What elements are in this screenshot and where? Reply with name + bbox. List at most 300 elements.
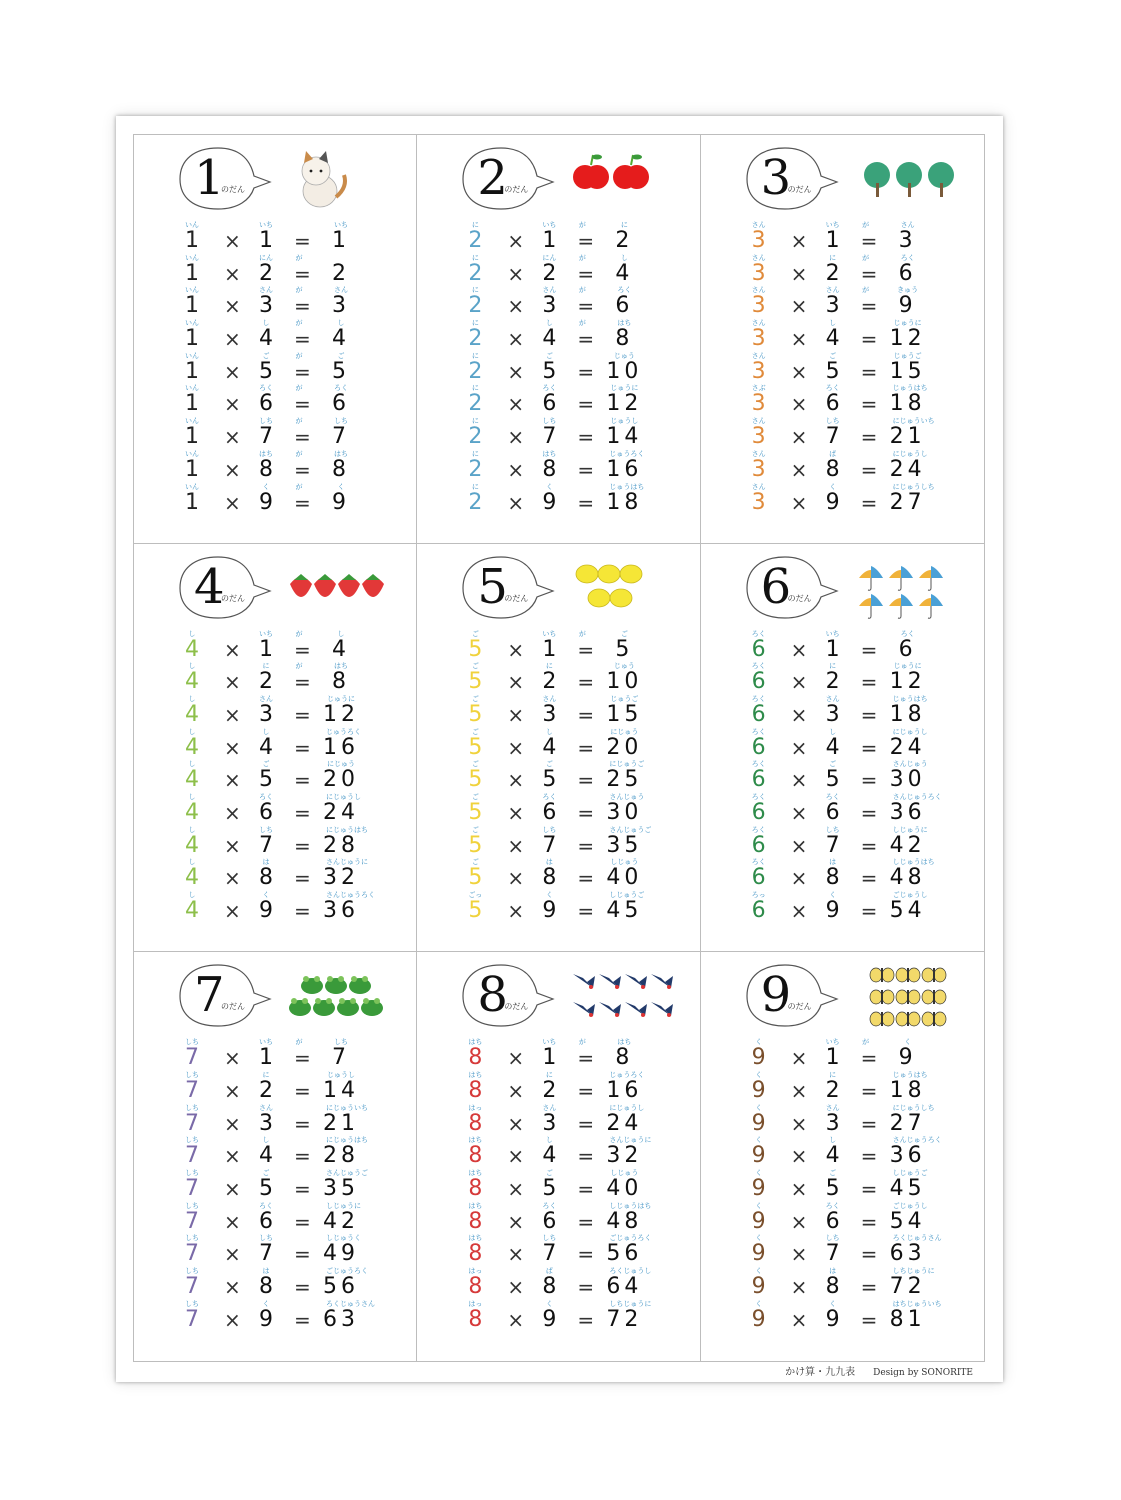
times-sign: × [507,866,525,891]
equals-sign: = [577,1307,595,1332]
reading-gloss: しち [259,825,273,834]
multiplier: 6 [825,1208,840,1234]
multiplicand: 1 [185,228,199,253]
reading-gloss: が [578,221,586,229]
reading-gloss: し [262,319,270,328]
multiplier: 6 [825,391,840,417]
reading-gloss: ぱ [545,1267,553,1276]
footer [785,1363,973,1378]
reading-gloss: しち [334,417,348,426]
dan-number: 4 [194,558,225,615]
multiplier: 7 [542,832,557,858]
multiplier: 5 [542,358,557,384]
equals-sign: = [860,1079,878,1104]
equals-sign: = [577,359,595,384]
reading-gloss: しじゅうに [892,825,928,834]
multiplier: 3 [542,1110,557,1136]
multiplicand: 9 [751,1078,766,1104]
multiplier: 8 [542,456,557,482]
reading-gloss: にじゅうはち [326,1136,368,1145]
equals-sign: = [860,327,878,352]
reading-gloss: いち [825,1038,840,1047]
reading-gloss: しち [334,1038,348,1047]
multiplier: 9 [259,489,273,515]
reading-gloss: が [295,629,303,638]
multiplicand: 5 [468,734,483,760]
multiplicand: 7 [185,1078,199,1104]
times-sign: × [790,425,808,450]
multiplicand: 8 [468,1274,483,1300]
dan-label: のだん [221,185,245,194]
reading-gloss: ろく [751,695,766,704]
reading-gloss: に [471,286,479,295]
equals-sign: = [577,1079,595,1104]
multiplier: 5 [259,358,273,384]
multiplier: 1 [259,228,273,253]
multiplicand: 8 [468,1208,483,1234]
times-sign: × [507,670,525,695]
equals-sign: = [294,1307,311,1332]
reading-gloss: しち [825,825,840,834]
reading-gloss: く [545,482,553,491]
product: 16 [323,734,359,760]
reading-gloss: さん [825,286,840,295]
multiplier: 3 [825,1110,840,1136]
multiplicand: 6 [751,800,766,826]
reading-gloss: じゅうに [610,384,639,393]
equals-sign: = [860,359,878,384]
reading-gloss: は [545,858,553,867]
times-sign: × [790,703,808,728]
multiplicand: 9 [751,1176,766,1202]
reading-gloss: ろく [542,1201,557,1210]
equals-sign: = [860,866,878,891]
reading-gloss: じゅう [613,351,635,360]
product: 42 [889,832,926,858]
reading-gloss: はち [468,1234,483,1243]
times-sign: × [790,1144,808,1169]
reading-gloss: はち [468,1136,483,1145]
reading-gloss: が [862,1038,870,1047]
frog-icon [286,964,396,1030]
times-sign: × [507,392,525,417]
equals-sign: = [294,1046,311,1071]
reading-gloss: く [755,1071,763,1080]
multiplicand: 2 [468,489,483,515]
reading-gloss: は [262,858,270,867]
reading-gloss: ご [471,727,479,736]
equals-sign: = [860,670,878,695]
reading-gloss: し [188,858,196,867]
reading-gloss: が [578,319,586,328]
product: 40 [606,1176,643,1202]
product: 1 [332,228,350,253]
multiplier: 8 [542,865,557,891]
equals-sign: = [860,1177,878,1202]
product: 81 [889,1306,926,1332]
reading-gloss: に [471,482,479,491]
reading-gloss: ろく [617,286,632,295]
product: 30 [606,800,643,826]
reading-gloss: にじゅうし [892,727,928,736]
reading-gloss: さん [900,221,915,229]
times-sign: × [507,899,525,924]
reading-gloss: に [545,662,553,671]
multiplicand: 2 [468,326,483,352]
reading-gloss: いん [185,286,199,295]
reading-gloss: し [188,793,196,802]
reading-gloss: にじゅう [327,760,355,769]
reading-gloss: しち [185,1169,199,1178]
reading-gloss: しち [259,1234,273,1243]
equals-sign: = [294,637,311,662]
multiplier: 4 [542,734,557,760]
reading-gloss: さん [751,449,766,458]
table-panel-6 [701,544,984,953]
equals-sign: = [294,1242,311,1267]
product: 18 [889,702,926,728]
reading-gloss: さんじゅうろく [892,793,942,802]
reading-gloss: じゅうし [610,417,639,426]
reading-gloss: さん [259,1103,273,1112]
reading-gloss: しち [542,417,557,426]
reading-gloss: し [188,760,196,769]
reading-gloss: し [188,695,196,704]
multiplier: 4 [825,326,840,352]
times-sign: × [507,1242,525,1267]
product: 6 [898,260,917,286]
multiplier: 9 [259,898,273,924]
times-sign: × [224,670,241,695]
product: 3 [332,293,350,319]
times-sign: × [790,1307,808,1332]
multiplicand: 6 [751,832,766,858]
times-sign: × [224,457,241,482]
reading-gloss: いん [185,351,199,360]
times-sign: × [790,294,808,319]
product: 8 [615,326,634,352]
reading-gloss: ごじゅうし [892,1201,928,1210]
multiplier: 6 [825,800,840,826]
multiplicand: 8 [468,1306,483,1332]
multiplicand: 1 [185,326,199,352]
times-table-grid [133,134,985,1362]
reading-gloss: ろく [825,384,840,393]
times-sign: × [507,359,525,384]
reading-gloss: く [755,1299,763,1308]
reading-gloss: は [262,1267,270,1276]
reading-gloss: ご [545,1169,553,1178]
product: 8 [332,456,350,482]
multiplier: 6 [259,1208,273,1234]
equals-sign: = [294,1144,311,1169]
multiplicand: 9 [751,1110,766,1136]
reading-gloss: ご [471,629,479,638]
product: 21 [889,424,926,450]
reading-gloss: しじゅうに [326,1201,361,1210]
dan-number: 3 [760,150,792,206]
reading-gloss: にじゅうご [609,760,645,769]
reading-gloss: く [904,1038,912,1047]
reading-gloss: ご [471,825,479,834]
reading-gloss: し [620,253,628,262]
dan-bubble [178,146,260,210]
reading-gloss: く [337,482,345,491]
times-sign: × [790,637,808,662]
multiplicand: 5 [468,898,483,924]
product: 2 [332,260,350,286]
times-sign: × [224,703,241,728]
equals-sign: = [294,359,311,384]
reading-gloss: しちじゅうに [609,1299,652,1308]
equals-sign: = [860,1242,878,1267]
multiplier: 7 [825,1241,840,1267]
equals-sign: = [860,735,878,760]
multiplier: 7 [259,424,273,450]
dan-label: のだん [504,185,529,194]
product: 3 [898,228,917,253]
equals-sign: = [294,327,311,352]
times-sign: × [790,1079,808,1104]
multiplier: 8 [542,1274,557,1300]
reading-gloss: はち [468,1038,483,1047]
reading-gloss: に [829,253,837,262]
reading-gloss: ごじゅうし [892,891,928,900]
product: 24 [323,800,359,826]
equals-sign: = [577,703,595,728]
dan-number: 5 [477,558,508,615]
reading-gloss: が [295,253,303,262]
times-sign: × [224,490,241,515]
equals-sign: = [577,327,595,352]
equals-sign: = [294,833,311,858]
times-sign: × [507,1079,525,1104]
multiplier: 7 [825,424,840,450]
reading-gloss: ろく [751,629,766,638]
multiplier: 2 [259,669,273,695]
reading-gloss: しち [185,1201,199,1210]
multiplier: 6 [542,391,557,417]
reading-gloss: が [578,286,586,295]
reading-gloss: しじゅうはち [609,1201,652,1210]
product: 4 [615,260,634,286]
equals-sign: = [294,670,311,695]
product: 30 [889,767,926,793]
product: 24 [889,456,926,482]
multiplicand: 3 [751,358,766,384]
reading-gloss: ろくじゅうさん [326,1299,375,1308]
equals-sign: = [860,229,878,253]
multiplier: 5 [259,767,273,793]
multiplicand: 8 [468,1045,483,1071]
times-sign: × [507,735,525,760]
multiplier: 2 [542,260,557,286]
reading-gloss: ご [471,662,479,671]
multiplier: 3 [259,1110,273,1136]
multiplier: 1 [825,636,840,662]
product: 40 [606,865,643,891]
multiplicand: 2 [468,293,483,319]
multiplier: 9 [259,1306,273,1332]
reading-gloss: しじゅうはち [892,858,935,867]
reading-gloss: さん [751,286,766,295]
multiplicand: 3 [751,456,766,482]
multiplication-row [701,1299,984,1339]
product: 36 [889,1143,926,1169]
multiplier: 3 [259,702,273,728]
equals-sign: = [294,229,311,253]
times-sign: × [507,1046,525,1071]
multiplier: 4 [259,734,273,760]
multiplicand: 1 [185,489,199,515]
multiplicand: 9 [751,1208,766,1234]
product: 63 [323,1306,359,1332]
multiplicand: 3 [751,489,766,515]
reading-gloss: はち [542,449,557,458]
times-sign: × [507,490,525,515]
product: 36 [323,898,359,924]
apple-icon [569,147,679,213]
times-sign: × [224,801,241,826]
reading-gloss: が [295,1038,303,1047]
reading-gloss: にじゅうはち [326,825,368,834]
reading-gloss: いん [185,253,199,262]
reading-gloss: が [295,351,303,360]
multiplicand: 9 [751,1045,766,1071]
multiplier: 3 [825,702,840,728]
product: 20 [606,734,643,760]
multiplier: 5 [542,1176,557,1202]
reading-gloss: にじゅうし [326,793,361,802]
reading-gloss: が [295,449,303,458]
reading-gloss: さん [825,695,840,704]
multiplier: 5 [825,1176,840,1202]
equals-sign: = [294,735,311,760]
reading-gloss: じゅうに [893,662,922,671]
reading-gloss: は [829,858,837,867]
multiplicand: 3 [751,424,766,450]
product: 45 [606,898,643,924]
product: 72 [889,1274,926,1300]
multiplier: 4 [542,1143,557,1169]
multiplicand: 8 [468,1176,483,1202]
reading-gloss: いち [542,221,557,229]
equals-sign: = [294,703,311,728]
equals-sign: = [860,1111,878,1136]
equals-sign: = [577,490,595,515]
times-sign: × [224,1144,241,1169]
equals-sign: = [577,425,595,450]
table-panel-5 [417,544,700,953]
multiplier: 2 [825,1078,840,1104]
product: 8 [615,1045,634,1071]
product: 6 [898,636,917,662]
product: 32 [606,1143,643,1169]
times-sign: × [224,768,241,793]
multiplicand: 8 [468,1241,483,1267]
table-panel-3 [701,135,984,544]
reading-gloss: が [862,253,870,262]
multiplier: 4 [259,326,273,352]
equals-sign: = [577,1177,595,1202]
times-sign: × [790,1111,808,1136]
reading-gloss: ご [337,351,345,360]
multiplier: 1 [542,636,557,662]
equals-sign: = [577,392,595,417]
reading-gloss: ろく [751,825,766,834]
reading-gloss: ご [620,629,628,638]
reading-gloss: さん [259,695,273,704]
reading-gloss: ご [829,1169,837,1178]
reading-gloss: が [295,319,303,328]
multiplicand: 2 [468,260,483,286]
equals-sign: = [860,261,878,286]
reading-gloss: し [829,727,837,736]
times-sign: × [790,801,808,826]
times-sign: × [224,899,241,924]
equals-sign: = [577,866,595,891]
table-panel-8 [417,952,700,1361]
reading-gloss: いん [185,319,199,328]
reading-gloss: し [262,727,270,736]
multiplicand: 3 [751,326,766,352]
reading-gloss: ろく [334,384,348,393]
times-sign: × [224,1307,241,1332]
reading-gloss: じゅうろく [609,1071,645,1080]
multiplicand: 1 [185,293,199,319]
product: 18 [606,489,643,515]
reading-gloss: に [262,662,270,671]
multiplier: 1 [825,1045,840,1071]
tree-icon [853,147,963,213]
reading-gloss: じゅうはち [892,1071,928,1080]
times-sign: × [507,801,525,826]
multiplicand: 3 [751,293,766,319]
reading-gloss: いん [185,221,199,229]
reading-gloss: さん [751,319,766,328]
reading-gloss: ごじゅうろく [609,1234,652,1243]
product: 27 [889,489,926,515]
product: 63 [889,1241,926,1267]
multiplicand: 9 [751,1143,766,1169]
reading-gloss: く [545,891,553,900]
times-sign: × [790,229,808,253]
times-sign: × [507,1209,525,1234]
reading-gloss: し [829,319,837,328]
reading-gloss: し [337,319,345,328]
reading-gloss: ろく [751,662,766,671]
product: 64 [606,1274,643,1300]
equals-sign: = [577,1275,595,1300]
reading-gloss: ご [471,793,479,802]
multiplier: 1 [259,1045,273,1071]
equals-sign: = [860,1275,878,1300]
equals-sign: = [577,1046,595,1071]
reading-gloss: ろく [825,1201,840,1210]
multiplier: 7 [259,1241,273,1267]
reading-gloss: しち [185,1299,199,1308]
multiplication-rows [134,221,416,521]
product: 15 [606,702,643,728]
reading-gloss: はち [468,1201,483,1210]
reading-gloss: ろく [825,793,840,802]
times-sign: × [224,327,241,352]
multiplication-rows [134,629,416,930]
equals-sign: = [577,735,595,760]
reading-gloss: しち [185,1071,199,1080]
times-sign: × [224,1242,241,1267]
times-sign: × [790,457,808,482]
